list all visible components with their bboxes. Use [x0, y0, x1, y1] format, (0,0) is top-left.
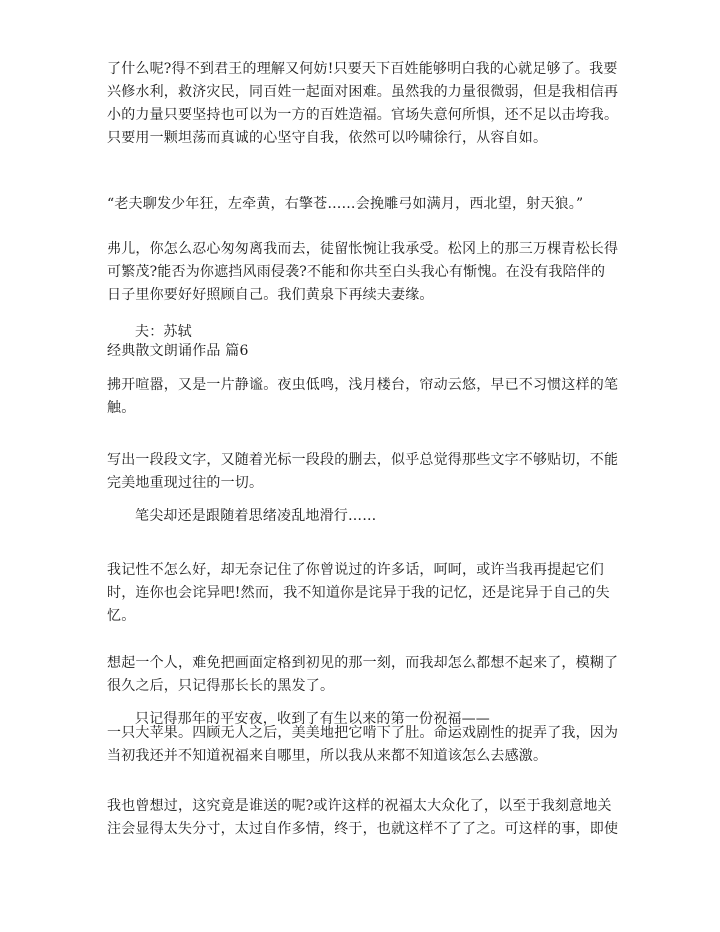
section-heading: 经典散文朗诵作品 篇6 — [107, 343, 249, 359]
paragraph-night-quiet: 拂开喧嚣，又是一片静谧。夜虫低鸣，浅月楼台，帘动云悠，早已不习惯这样的笔触。 — [107, 377, 619, 416]
paragraph-who-sent: 我也曾想过，这究竟是谁送的呢?或许这样的祝福太大众化了，以至于我刻意地关注会显得太失分寸，太过自作多情，终于，也就这样不了了之。可这样的事，即使 — [107, 798, 619, 837]
paragraph-letter-to-wife: 弗儿，你怎么忍心匆匆离我而去，徒留怅惋让我承受。松冈上的那三万棵青松长得可繁茂?能否为你遮挡风雨侵袭?不能和你共至白头我心有惭愧。在没有我陪伴的日子里你要好好照顾自己。我们黄泉下再续夫妻缘。 — [107, 241, 619, 303]
poem-quote: “老夫聊发少年狂，左牵黄，右擎苍……会挽雕弓如满月，西北望，射天狼。” — [107, 196, 584, 212]
paragraph-memory: 我记性不怎么好，却无奈记住了你曾说过的许多话，呵呵，或许当我再提起它们时，连你也会诧异吧!然而，我不知道你是诧异于我的记忆，还是诧异于自己的失忆。 — [107, 562, 610, 624]
paragraph-christmas-eve: 只记得那年的平安夜，收到了有生以来的第一份祝福—— — [135, 711, 490, 727]
signature-line: 夫：苏轼 — [135, 324, 192, 340]
paragraph-apple: 一只大苹果。四顾无人之后，美美地把它啃下了肚。命运戏剧性的捉弄了我，因为当初我还并不知道祝福来自哪里，所以我从来都不知道该怎么去感激。 — [107, 725, 619, 764]
paragraph-writing-deleting: 写出一段段文字，又随着光标一段段的删去，似乎总觉得那些文字不够贴切，不能完美地重现过往的一切。 — [107, 452, 619, 491]
paragraph-su-shi-resolve: 了什么呢?得不到君王的理解又何妨!只要天下百姓能够明白我的心就足够了。我要兴修水利，救济灾民，同百姓一起面对困难。虽然我的力量很微弱，但是我相信再小的力量只要坚持也可以为一方的百姓造福。官场失意何所惧，还不足以击垮我。只要用一颗坦荡而真诚的心坚守自我，依然可以吟啸徐行，从容自如。 — [107, 61, 619, 146]
paragraph-first-meeting: 想起一个人，难免把画面定格到初见的那一刻，而我却怎么都想不起来了，模糊了很久之后，只记得那长长的黑发了。 — [107, 655, 619, 694]
paragraph-pen-tip: 笔尖却还是跟随着思绪凌乱地滑行…… — [135, 508, 377, 524]
